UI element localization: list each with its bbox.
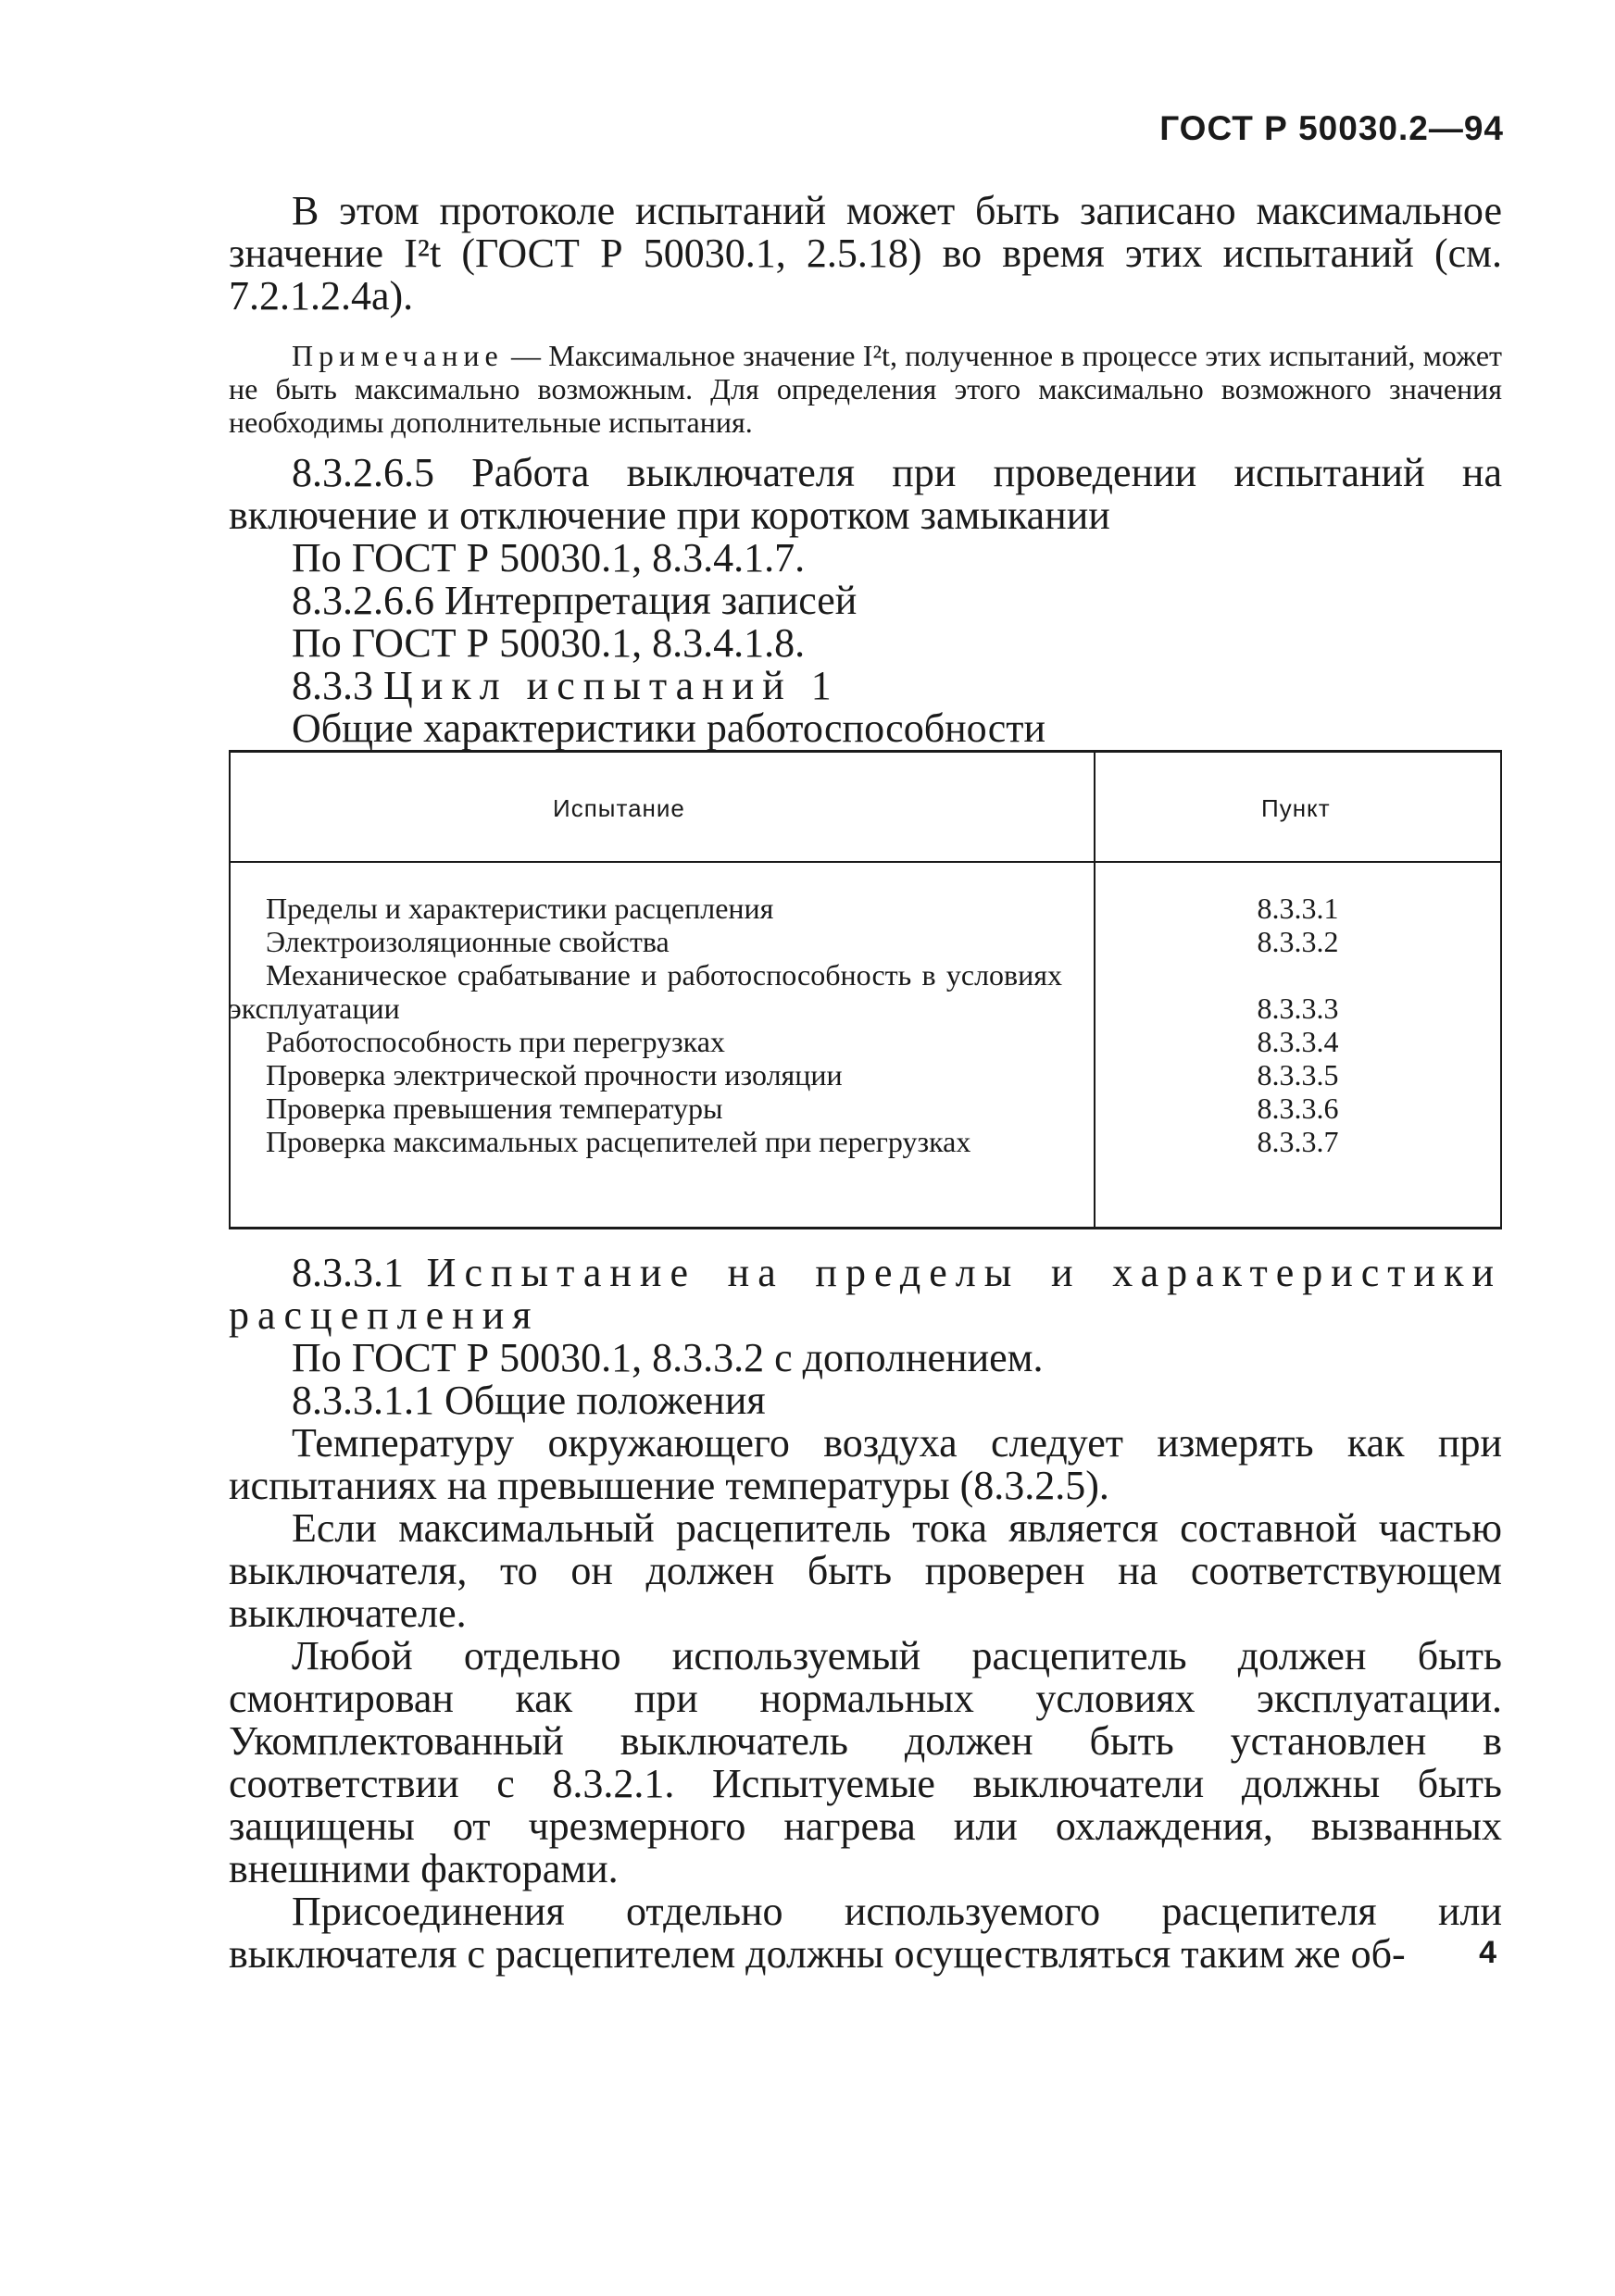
table-header-separator <box>229 861 1502 863</box>
section-8-3-3-heading <box>229 665 1502 707</box>
table-row <box>229 925 1502 958</box>
paragraph-1: Температуру окружающего воздуха следует измерять как при испытаниях на превышение температуры (8.3.2.5). <box>229 1420 1502 1508</box>
note-text: — Максимальное значение I²t, полученное в процессе этих испытаний, может не быть максимально возможным. Для определения этого максимально возможного значения необходимы дополнительные испытания. <box>229 339 1502 439</box>
row-test-name: Проверка электрической прочности изоляции <box>266 1058 843 1092</box>
section-8-3-3-1-heading <box>229 1252 1502 1337</box>
row-clause: 8.3.3.4 <box>1257 1025 1339 1058</box>
table-row <box>229 1092 1502 1125</box>
table-body <box>229 892 1502 1158</box>
reference-line-3: По ГОСТ Р 50030.1, 8.3.3.2 с дополнением. <box>292 1335 1044 1380</box>
row-clause: 8.3.3.7 <box>1257 1125 1339 1158</box>
section-8-3-3-1-title: Испытание на пределы и характеристики расцепления <box>229 1250 1503 1338</box>
table-row <box>229 892 1502 925</box>
row-test-name: Электроизоляционные свойства <box>266 925 670 958</box>
row-clause: 8.3.3.2 <box>1257 925 1339 958</box>
paragraph-2: Если максимальный расцепитель тока является составной частью выключателя, то он должен быть проверен на соответствующем выключателе. <box>229 1505 1502 1636</box>
table-row <box>229 958 1502 1025</box>
intro-block <box>229 190 1502 318</box>
row-test-name: Механическое срабатывание и работоспособность в условиях эксплуатации <box>229 958 1062 1025</box>
section-8-3-2-6-5 <box>229 452 1502 750</box>
section-8-3-3-number: 8.3.3 <box>292 663 383 708</box>
row-test-name: Работоспособность при перегрузках <box>266 1025 725 1058</box>
row-test-name: Проверка максимальных расцепителей при перегрузках <box>266 1125 971 1158</box>
row-test-name: Пределы и характеристики расцепления <box>266 892 774 925</box>
reference-line-1: По ГОСТ Р 50030.1, 8.3.4.1.7. <box>292 535 806 580</box>
row-clause: 8.3.3.6 <box>1257 1092 1339 1125</box>
paragraph-3: Любой отдельно используемый расцепитель должен быть смонтирован как при нормальных условиях эксплуатации. Укомплектованный выключатель должен быть установлен в соответствии с 8.3.2.1. Испытуемые выключатели должны быть защищены от чрезмерного нагрева или охлаждения, вызванных внешними факторами. <box>229 1633 1502 1891</box>
row-clause: 8.3.3.5 <box>1257 1058 1339 1092</box>
section-8-3-2-6-5-heading: 8.3.2.6.5 Работа выключателя при проведении испытаний на включение и отключение при коротком замыкании <box>229 450 1502 538</box>
page-number: 4 <box>1479 1935 1496 1970</box>
table-header-clause: Пункт <box>1261 794 1331 822</box>
reference-line-2: По ГОСТ Р 50030.1, 8.3.4.1.8. <box>292 620 806 666</box>
table-header-test: Испытание <box>553 794 685 822</box>
table-row <box>229 1125 1502 1158</box>
section-8-3-3-1-1-heading: 8.3.3.1.1 Общие положения <box>292 1378 766 1423</box>
note-paragraph <box>229 339 1502 439</box>
section-8-3-3-subheading: Общие характеристики работоспособности <box>292 705 1046 751</box>
section-8-3-3-title: Цикл испытаний 1 <box>383 663 840 708</box>
section-8-3-3-1-number: 8.3.3.1 <box>292 1250 427 1295</box>
tests-table <box>229 750 1502 1229</box>
paragraph-4: Присоединения отдельно используемого расцепителя или выключателя с расцепителем должны осуществляться таким же об- <box>229 1889 1502 1977</box>
document-header: ГОСТ Р 50030.2—94 <box>1159 109 1504 147</box>
section-8-3-3-1 <box>229 1252 1502 1976</box>
row-clause: 8.3.3.1 <box>1257 892 1339 925</box>
table-row <box>229 1058 1502 1092</box>
intro-paragraph: В этом протоколе испытаний может быть записано максимальное значение I²t (ГОСТ Р 50030.1, 2.5.18) во время этих испытаний (см. 7.2.1.2.4а). <box>229 188 1502 318</box>
row-test-name: Проверка превышения температуры <box>266 1092 723 1125</box>
table-row <box>229 1025 1502 1058</box>
section-8-3-2-6-6-heading: 8.3.2.6.6 Интерпретация записей <box>292 578 858 623</box>
note-lead: Примечание <box>292 339 504 372</box>
row-clause: 8.3.3.3 <box>1257 992 1339 1025</box>
note-block <box>229 339 1502 439</box>
